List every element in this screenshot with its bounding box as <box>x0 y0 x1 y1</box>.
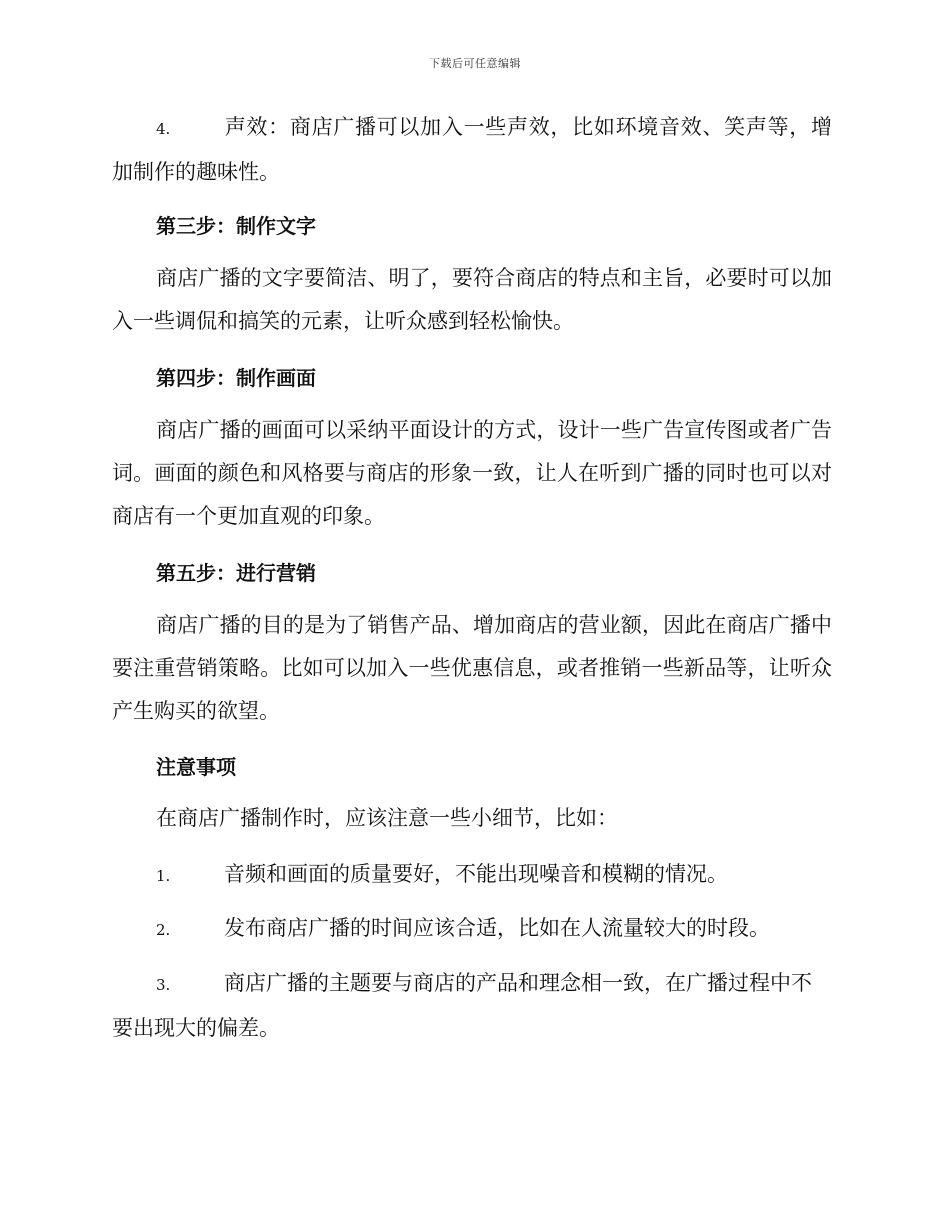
list-number: 1. <box>156 867 171 885</box>
paragraph-text-step <box>112 257 832 343</box>
paragraph-text: 商店广播的目的是为了销售产品、增加商店的营业额，因此在商店广播中要注重营销策略。比如可以加入一些优惠信息，或者推销一些新品等，让听众产生购买的欲望。 <box>112 613 832 723</box>
heading-step-three: 第三步：制作文字 <box>156 214 316 238</box>
paragraph-notes-intro <box>112 797 832 840</box>
list-item-2 <box>156 907 832 952</box>
paragraph-visual-step <box>112 409 832 538</box>
paragraph-sound-effects <box>112 106 832 194</box>
list-number: 3. <box>156 976 171 994</box>
paragraph-text: 商店广播的画面可以采纳平面设计的方式，设计一些广告宣传图或者广告词。画面的颜色和风格要与商店的形象一致，让人在听到广播的同时也可以对商店有一个更加直观的印象。 <box>112 418 832 528</box>
heading-notes: 注意事项 <box>156 755 236 779</box>
paragraph-text: 商店广播的文字要简洁、明了，要符合商店的特点和主旨，必要时可以加入一些调侃和搞笑的元素，让听众感到轻松愉快。 <box>112 266 832 333</box>
list-item-text: 商店广播的主题要与商店的产品和理念相一致，在广播过程中不要出现大的偏差。 <box>112 971 812 1040</box>
paragraph-text: 声效：商店广播可以加入一些声效，比如环境音效、笑声等，增加制作的趣味性。 <box>112 115 832 184</box>
list-item-1 <box>156 853 832 898</box>
list-item-text: 音频和画面的质量要好，不能出现噪音和模糊的情况。 <box>224 862 728 886</box>
heading-step-four: 第四步：制作画面 <box>156 366 316 390</box>
list-item-3 <box>112 962 832 1050</box>
page-header: 下载后可任意编辑 <box>429 57 521 70</box>
list-number: 2. <box>156 921 171 939</box>
list-number: 4. <box>156 120 171 138</box>
list-item-text: 发布商店广播的时间应该合适，比如在人流量较大的时段。 <box>224 916 770 940</box>
paragraph-marketing-step <box>112 604 832 733</box>
paragraph-text: 在商店广播制作时，应该注意一些小细节，比如： <box>156 806 618 830</box>
heading-step-five: 第五步：进行营销 <box>156 561 316 585</box>
